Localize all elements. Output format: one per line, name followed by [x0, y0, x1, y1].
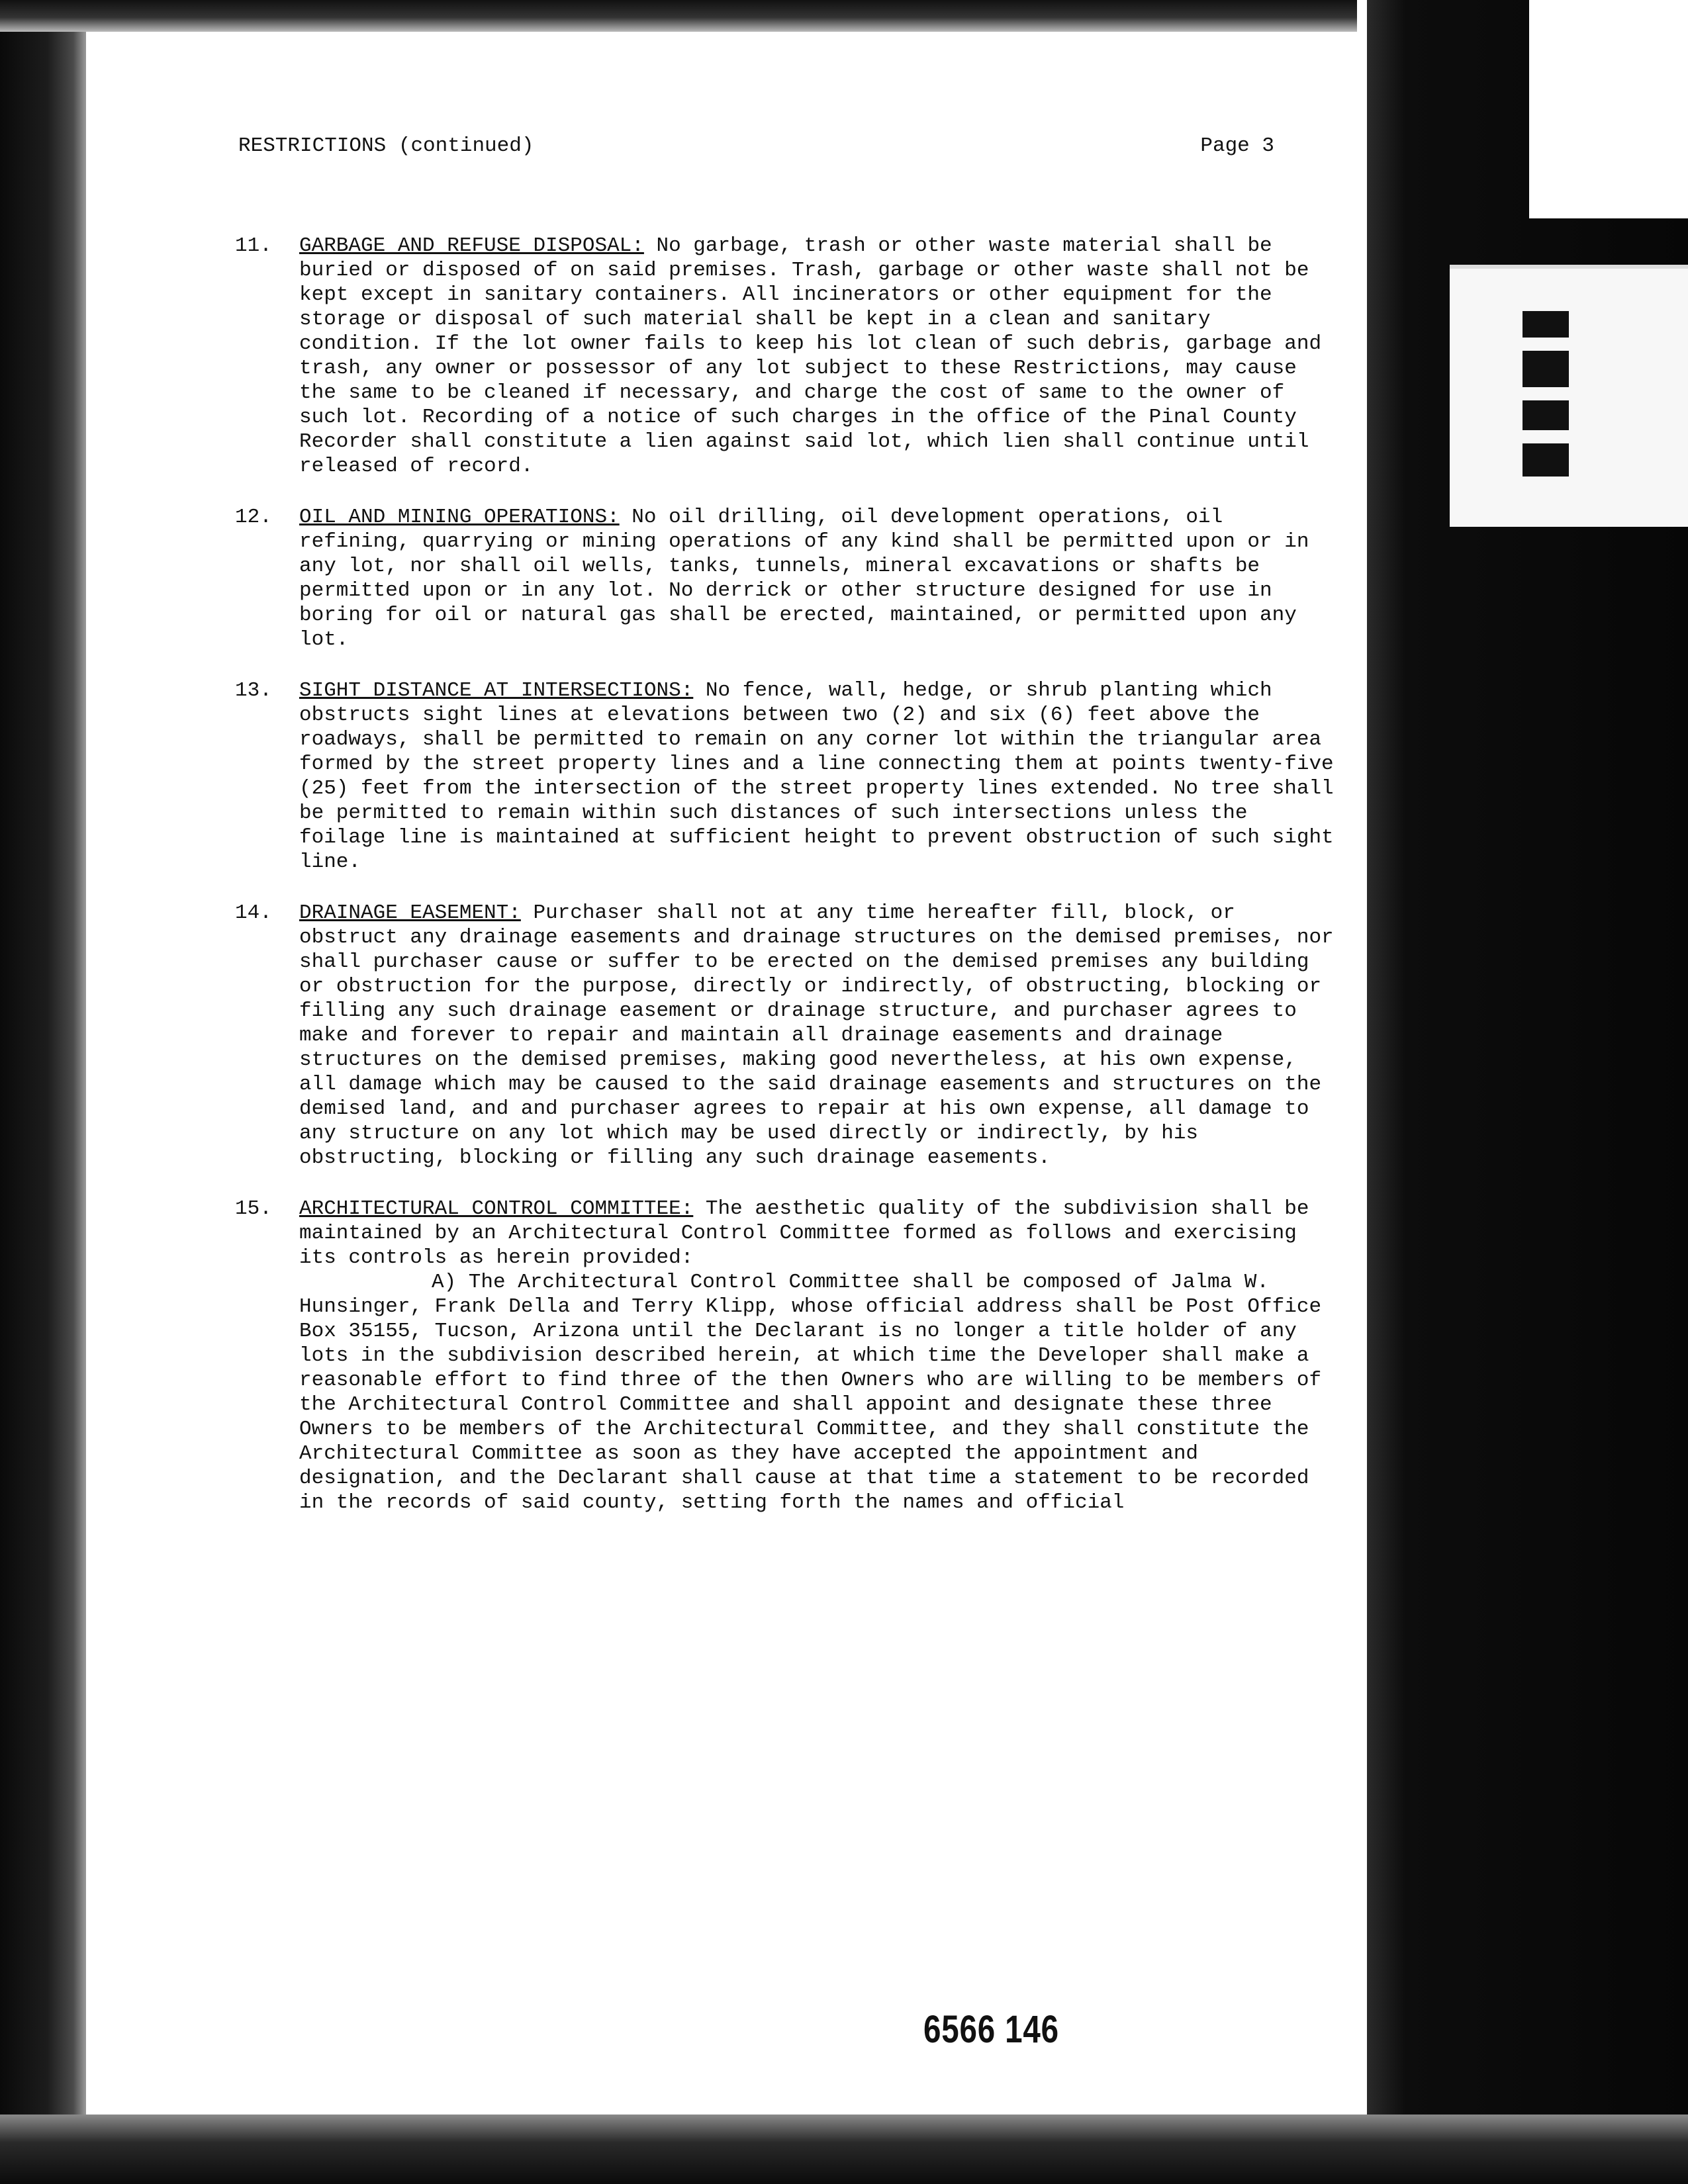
- section-body: [299, 234, 1337, 478]
- section-number: 11.: [235, 234, 272, 257]
- section-14: [235, 901, 1337, 1170]
- section-text: No garbage, trash or other waste material shall be buried or disposed of on said premises. Trash, garbage or other waste shall not be kept except in sanitary containers. All incinerators or other equipment for the storage or disposal of such material shall be kept in a clean and sanitary condition. If the lot owner fails to keep his lot clean of such debris, garbage and trash, any owner or possessor of any lot subject to these Restrictions, may cause the same to be cleaned if necessary, and charge the cost of same to the owner of such lot. Recording of a notice of such charges in the office of the Pinal County Recorder shall constitute a lien against said lot, which lien shall continue until released of record.: [299, 234, 1322, 478]
- document-body: [235, 234, 1337, 1541]
- section-heading: SIGHT DISTANCE AT INTERSECTIONS:: [299, 679, 694, 702]
- section-text: Purchaser shall not at any time hereafter fill, block, or obstruct any drainage easements and drainage structures on the demised premises, nor shall purchaser cause or suffer to be erected on the demised premises any building or obstruction for the purpose, directly or indirectly, of obstructing, blocking or filling any such drainage easement or drainage structure, and purchaser agrees to make and forever to repair and maintain all drainage easements and drainage structures on the demised premises, making good nevertheless, at his own expense, all damage which may be caused to the said drainage easements and structures on the demised land, and and purchaser agrees to repair at his own expense, all damage to any structure on any lot which may be used directly or indirectly, by his obstructing, blocking or filling any such drainage easements.: [299, 901, 1334, 1169]
- section-text: No oil drilling, oil development operations, oil refining, quarrying or mining operations of any kind shall be permitted upon or in any lot, nor shall oil wells, tanks, tunnels, mineral excavations or shafts be permitted upon or in any lot. No derrick or other structure designed for use in boring for oil or natural gas shall be erected, maintained, or permitted upon any lot.: [299, 506, 1309, 651]
- section-15: [235, 1197, 1337, 1515]
- document-page: [86, 32, 1367, 2115]
- section-number: 12.: [235, 506, 272, 529]
- scan-corner-white: [1529, 0, 1688, 218]
- scan-sticker: [1450, 265, 1688, 527]
- section-11: [235, 234, 1337, 478]
- section-body: [299, 1197, 1337, 1270]
- section-heading: GARBAGE AND REFUSE DISPOSAL:: [299, 234, 644, 257]
- section-body: [299, 901, 1337, 1170]
- section-number: 14.: [235, 901, 272, 925]
- section-12: [235, 505, 1337, 652]
- scan-edge-left: [0, 0, 86, 2184]
- recorder-stamp-mark: [1523, 311, 1569, 477]
- subparagraph-a: A) The Architectural Control Committee shall be composed of Jalma W. Hunsinger, Frank Della and Terry Klipp, whose official address shall be Post Office Box 35155, Tucson, Arizona until the Declarant is no longer a title holder of any lots in the subdivision described herein, at which time the Developer shall make a reasonable effort to find three of the then Owners who are willing to be members of the Architectural Control Committee and shall appoint and designate these three Owners to be members of the Architectural Committee, and they shall constitute the Architectural Committee as soon as they have accepted the appointment and designation, and the Declarant shall cause at that time a statement to be recorded in the records of said county, setting forth the names and official: [299, 1271, 1322, 1514]
- section-number: 13.: [235, 679, 272, 702]
- section-number: 15.: [235, 1197, 272, 1220]
- recording-number: 6566 146: [923, 2008, 1059, 2051]
- page-header: [238, 134, 1274, 167]
- page-number: Page 3: [1200, 134, 1274, 158]
- section-heading: ARCHITECTURAL CONTROL COMMITTEE:: [299, 1197, 694, 1220]
- document-title: RESTRICTIONS (continued): [238, 134, 534, 158]
- section-text: No fence, wall, hedge, or shrub planting which obstructs sight lines at elevations between two (2) and six (6) feet above the roadways, shall be permitted to remain on any corner lot within the triangular area formed by the street property lines and a line connecting them at points twenty-five (25) feet from the intersection of the street property lines extended. No tree shall be permitted to remain within such distances of such intersections unless the foilage line is maintained at sufficient height to prevent obstruction of such sight line.: [299, 679, 1334, 874]
- section-13: [235, 678, 1337, 874]
- section-heading: OIL AND MINING OPERATIONS:: [299, 506, 620, 529]
- section-body: [299, 505, 1337, 652]
- scan-edge-top: [0, 0, 1357, 32]
- section-heading: DRAINAGE EASEMENT:: [299, 901, 521, 925]
- scan-edge-bottom: [0, 2115, 1688, 2184]
- section-text: The aesthetic quality of the subdivision shall be maintained by an Architectural Control Committee formed as follows and exercising its controls as herein provided:: [299, 1197, 1309, 1269]
- section-body: [299, 678, 1337, 874]
